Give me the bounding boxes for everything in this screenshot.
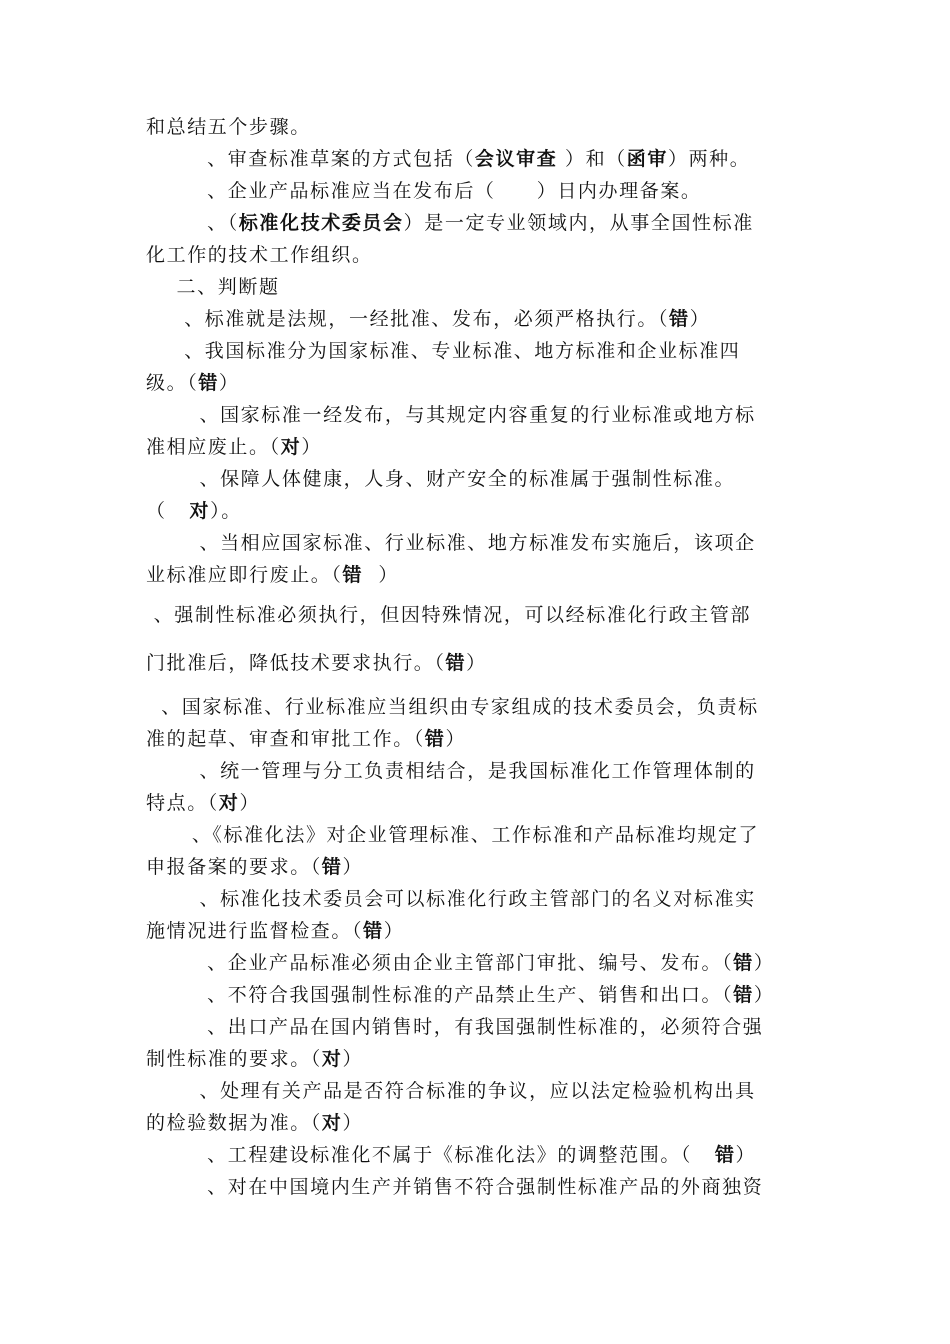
text-line: 、强制性标准必须执行，但因特殊情况，可以经标准化行政主管部 [146, 604, 752, 626]
answer: 函审 [626, 148, 668, 170]
text-line: 、对在中国境内生产并销售不符合强制性标准产品的外商独资 [146, 1176, 764, 1198]
answer: 错 [342, 564, 364, 586]
text-line: 、工程建设标准化不属于《标准化法》的调整范围。（ 错） [146, 1144, 757, 1166]
text-line: 准的起草、审查和审批工作。（错） [146, 728, 467, 750]
text-line: 、企业产品标准应当在发布后（ ）日内办理备案。 [146, 180, 702, 202]
answer: 错 [198, 372, 219, 394]
text-line: 、统一管理与分工负责相结合，是我国标准化工作管理体制的 [146, 760, 756, 782]
text-line: 制性标准的要求。（对） [146, 1048, 364, 1070]
text-line: 、当相应国家标准、行业标准、地方标准发布实施后，该项企 [146, 532, 756, 554]
text-line: 、国家标准一经发布，与其规定内容重复的行业标准或地方标 [146, 404, 756, 426]
text-line: 化工作的技术工作组织。 [146, 244, 373, 266]
text-line: 的检验数据为准。（对） [146, 1112, 364, 1134]
text-line: 门批准后，降低技术要求执行。（错） [146, 652, 487, 674]
text-line: 施情况进行监督检查。（错） [146, 920, 405, 942]
text-line: 、处理有关产品是否符合标准的争议，应以法定检验机构出具 [146, 1080, 756, 1102]
answer: 对 [189, 500, 211, 522]
answer: 对 [321, 1112, 343, 1134]
answer: 对 [321, 1048, 343, 1070]
text-line: 、标准就是法规，一经批准、发布，必须严格执行。（错） [146, 308, 711, 330]
text-line: 、保障人体健康，人身、财产安全的标准属于强制性标准。 [146, 468, 736, 490]
text-line: 、我国标准分为国家标准、专业标准、地方标准和企业标准四 [146, 340, 741, 362]
text-line: 、标准化技术委员会可以标准化行政主管部门的名义对标准实 [146, 888, 756, 910]
text-line: 、审查标准草案的方式包括（会议审查 ）和（函审）两种。 [146, 148, 751, 170]
answer: 错 [733, 984, 754, 1006]
text-line: 、（标准化技术委员会）是一定专业领域内，从事全国性标准 [146, 212, 754, 234]
text-line: 级。（错） [146, 372, 240, 394]
answer: 标准化技术委员会 [238, 212, 404, 234]
answer: 错 [714, 1144, 736, 1166]
answer: 错 [424, 728, 446, 750]
text-line: （ 对）。 [146, 500, 242, 522]
text-line: 申报备案的要求。（错） [146, 856, 364, 878]
section-heading: 二、判断题 [146, 276, 280, 298]
text-line: 业标准应即行废止。（错 ） [146, 564, 400, 586]
text-line: 和总结五个步骤。 [146, 116, 311, 138]
answer: 对 [280, 436, 302, 458]
answer: 会议审查 [474, 148, 558, 170]
text-line: 、不符合我国强制性标准的产品禁止生产、销售和出口。（错） [146, 984, 775, 1006]
text-line: 、企业产品标准必须由企业主管部门审批、编号、发布。（错） [146, 952, 775, 974]
answer: 错 [445, 652, 467, 674]
answer: 对 [218, 792, 240, 814]
text-line: 准相应废止。（对） [146, 436, 322, 458]
text-line: 、国家标准、行业标准应当组织由专家组成的技术委员会，负责标 [146, 696, 759, 718]
answer: 错 [733, 952, 754, 974]
answer: 错 [363, 920, 384, 942]
text-line: 特点。（对） [146, 792, 261, 814]
answer: 错 [321, 856, 343, 878]
text-line: 、《标准化法》对企业管理标准、工作标准和产品标准均规定了 [146, 824, 760, 846]
text-line: 、出口产品在国内销售时，有我国强制性标准的，必须符合强 [146, 1016, 764, 1038]
answer: 错 [669, 308, 690, 330]
